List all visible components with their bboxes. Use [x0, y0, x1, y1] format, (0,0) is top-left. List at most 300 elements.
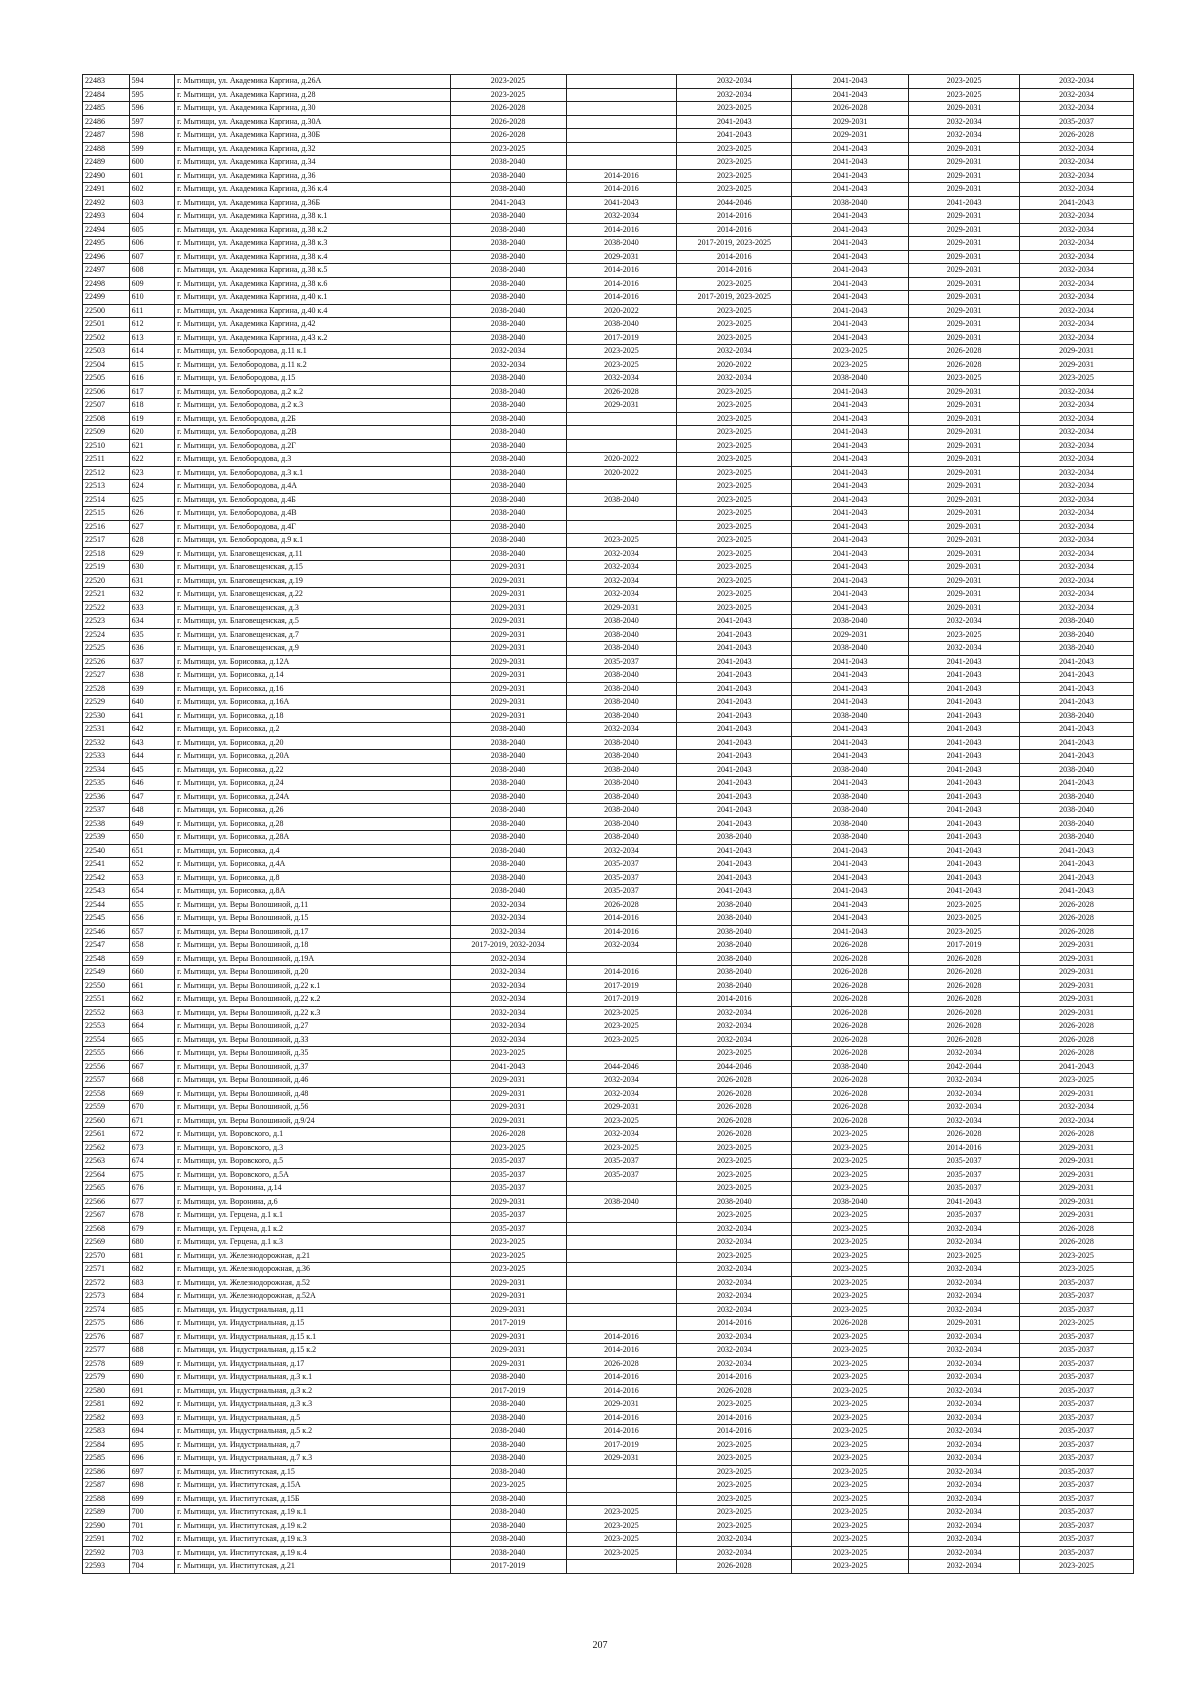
period-cell-5: 2029-2031 — [909, 480, 1020, 494]
period-cell-3: 2023-2025 — [677, 574, 792, 588]
period-cell-3: 2014-2016 — [677, 1317, 792, 1331]
row-number-cell: 700 — [129, 1506, 175, 1520]
period-cell-1: 2038-2040 — [450, 210, 566, 224]
period-cell-1: 2032-2034 — [450, 1033, 566, 1047]
period-cell-2: 2014-2016 — [566, 912, 677, 926]
period-cell-1: 2038-2040 — [450, 858, 566, 872]
period-cell-6: 2032-2034 — [1020, 439, 1134, 453]
period-cell-3: 2044-2046 — [677, 1060, 792, 1074]
address-cell: г. Мытищи, ул. Веры Волошиной, д.37 — [175, 1060, 450, 1074]
row-number-cell: 610 — [129, 291, 175, 305]
table-row — [83, 399, 1134, 413]
row-id-cell: 22566 — [83, 1195, 130, 1209]
period-cell-5: 2041-2043 — [909, 196, 1020, 210]
period-cell-2: 2014-2016 — [566, 1344, 677, 1358]
period-cell-2 — [566, 1276, 677, 1290]
period-cell-1: 2038-2040 — [450, 439, 566, 453]
row-id-cell: 22542 — [83, 871, 130, 885]
period-cell-1: 2038-2040 — [450, 331, 566, 345]
address-cell: г. Мытищи, ул. Борисовка, д.18 — [175, 709, 450, 723]
row-number-cell: 640 — [129, 696, 175, 710]
table-row — [83, 520, 1134, 534]
row-number-cell: 636 — [129, 642, 175, 656]
period-cell-2: 2026-2028 — [566, 385, 677, 399]
address-cell: г. Мытищи, ул. Белобородова, д.9 к.1 — [175, 534, 450, 548]
period-cell-6: 2023-2025 — [1020, 1263, 1134, 1277]
row-number-cell: 654 — [129, 885, 175, 899]
period-cell-2: 2032-2034 — [566, 574, 677, 588]
period-cell-1: 2029-2031 — [450, 1290, 566, 1304]
address-cell: г. Мытищи, ул. Белобородова, д.3 — [175, 453, 450, 467]
period-cell-3: 2023-2025 — [677, 1047, 792, 1061]
address-cell: г. Мытищи, ул. Борисовка, д.20 — [175, 736, 450, 750]
address-cell: г. Мытищи, ул. Академика Каргина, д.38 к.5 — [175, 264, 450, 278]
period-cell-3: 2017-2019, 2023-2025 — [677, 291, 792, 305]
period-cell-5: 2029-2031 — [909, 439, 1020, 453]
address-cell: г. Мытищи, ул. Борисовка, д.16А — [175, 696, 450, 710]
table-row — [83, 466, 1134, 480]
address-cell: г. Мытищи, ул. Благовещенская, д.7 — [175, 628, 450, 642]
row-number-cell: 605 — [129, 223, 175, 237]
row-id-cell: 22544 — [83, 898, 130, 912]
table-row — [83, 601, 1134, 615]
row-id-cell: 22554 — [83, 1033, 130, 1047]
row-id-cell: 22534 — [83, 763, 130, 777]
period-cell-3: 2023-2025 — [677, 1465, 792, 1479]
period-cell-4: 2023-2025 — [792, 1290, 909, 1304]
period-cell-1: 2038-2040 — [450, 1398, 566, 1412]
period-cell-6: 2029-2031 — [1020, 1141, 1134, 1155]
period-cell-5: 2032-2034 — [909, 1546, 1020, 1560]
table-row — [83, 1222, 1134, 1236]
period-cell-5: 2029-2031 — [909, 520, 1020, 534]
address-cell: г. Мытищи, ул. Индустриальная, д.15 к.2 — [175, 1344, 450, 1358]
period-cell-1: 2038-2040 — [450, 1546, 566, 1560]
period-cell-1: 2038-2040 — [450, 1492, 566, 1506]
period-cell-1: 2035-2037 — [450, 1182, 566, 1196]
period-cell-4: 2023-2025 — [792, 1236, 909, 1250]
row-number-cell: 658 — [129, 939, 175, 953]
row-id-cell: 22560 — [83, 1114, 130, 1128]
table-row — [83, 439, 1134, 453]
period-cell-1: 2029-2031 — [450, 1344, 566, 1358]
period-cell-6: 2032-2034 — [1020, 601, 1134, 615]
address-cell: г. Мытищи, ул. Благовещенская, д.5 — [175, 615, 450, 629]
row-number-cell: 697 — [129, 1465, 175, 1479]
row-number-cell: 644 — [129, 750, 175, 764]
period-cell-2: 2038-2040 — [566, 790, 677, 804]
period-cell-5: 2035-2037 — [909, 1155, 1020, 1169]
address-cell: г. Мытищи, ул. Индустриальная, д.3 к.3 — [175, 1398, 450, 1412]
period-cell-3: 2023-2025 — [677, 385, 792, 399]
period-cell-4: 2041-2043 — [792, 88, 909, 102]
address-cell: г. Мытищи, ул. Воронина, д.14 — [175, 1182, 450, 1196]
address-cell: г. Мытищи, ул. Железнодорожная, д.52А — [175, 1290, 450, 1304]
period-cell-6: 2026-2028 — [1020, 129, 1134, 143]
period-cell-1: 2023-2025 — [450, 1141, 566, 1155]
period-cell-6: 2035-2037 — [1020, 1546, 1134, 1560]
row-id-cell: 22496 — [83, 250, 130, 264]
table-row — [83, 993, 1134, 1007]
schedule-table — [82, 74, 1134, 1574]
period-cell-4: 2041-2043 — [792, 318, 909, 332]
row-id-cell: 22506 — [83, 385, 130, 399]
period-cell-6: 2038-2040 — [1020, 642, 1134, 656]
table-row — [83, 129, 1134, 143]
period-cell-6: 2032-2034 — [1020, 277, 1134, 291]
period-cell-1: 2038-2040 — [450, 156, 566, 170]
period-cell-3: 2032-2034 — [677, 1222, 792, 1236]
period-cell-3: 2023-2025 — [677, 439, 792, 453]
period-cell-6: 2032-2034 — [1020, 493, 1134, 507]
row-number-cell: 659 — [129, 952, 175, 966]
period-cell-5: 2032-2034 — [909, 1506, 1020, 1520]
period-cell-2: 2038-2040 — [566, 696, 677, 710]
period-cell-3: 2023-2025 — [677, 1398, 792, 1412]
period-cell-2: 2032-2034 — [566, 1128, 677, 1142]
period-cell-5: 2032-2034 — [909, 1398, 1020, 1412]
period-cell-6: 2029-2031 — [1020, 1195, 1134, 1209]
period-cell-1: 2038-2040 — [450, 412, 566, 426]
period-cell-6: 2032-2034 — [1020, 318, 1134, 332]
period-cell-6: 2029-2031 — [1020, 979, 1134, 993]
row-number-cell: 704 — [129, 1560, 175, 1574]
period-cell-6: 2032-2034 — [1020, 426, 1134, 440]
row-number-cell: 691 — [129, 1384, 175, 1398]
row-id-cell: 22516 — [83, 520, 130, 534]
period-cell-6: 2029-2031 — [1020, 939, 1134, 953]
period-cell-4: 2041-2043 — [792, 777, 909, 791]
period-cell-3: 2032-2034 — [677, 1033, 792, 1047]
period-cell-1: 2023-2025 — [450, 1263, 566, 1277]
period-cell-2: 2032-2034 — [566, 1074, 677, 1088]
period-cell-6: 2029-2031 — [1020, 1168, 1134, 1182]
address-cell: г. Мытищи, ул. Белобородова, д.15 — [175, 372, 450, 386]
period-cell-4: 2023-2025 — [792, 1546, 909, 1560]
row-number-cell: 611 — [129, 304, 175, 318]
row-id-cell: 22550 — [83, 979, 130, 993]
period-cell-5: 2029-2031 — [909, 277, 1020, 291]
period-cell-5: 2032-2034 — [909, 115, 1020, 129]
period-cell-3: 2041-2043 — [677, 628, 792, 642]
period-cell-5: 2032-2034 — [909, 642, 1020, 656]
period-cell-5: 2023-2025 — [909, 898, 1020, 912]
period-cell-5: 2032-2034 — [909, 1236, 1020, 1250]
period-cell-2: 2038-2040 — [566, 1195, 677, 1209]
row-id-cell: 22502 — [83, 331, 130, 345]
row-number-cell: 633 — [129, 601, 175, 615]
period-cell-2: 2032-2034 — [566, 547, 677, 561]
period-cell-5: 2032-2034 — [909, 1492, 1020, 1506]
period-cell-4: 2023-2025 — [792, 1506, 909, 1520]
row-id-cell: 22518 — [83, 547, 130, 561]
period-cell-1: 2038-2040 — [450, 264, 566, 278]
period-cell-5: 2029-2031 — [909, 237, 1020, 251]
period-cell-3: 2023-2025 — [677, 453, 792, 467]
row-id-cell: 22575 — [83, 1317, 130, 1331]
period-cell-6: 2032-2034 — [1020, 291, 1134, 305]
period-cell-5: 2023-2025 — [909, 912, 1020, 926]
period-cell-1: 2041-2043 — [450, 1060, 566, 1074]
period-cell-4: 2041-2043 — [792, 493, 909, 507]
period-cell-3: 2038-2040 — [677, 925, 792, 939]
period-cell-2: 2014-2016 — [566, 925, 677, 939]
period-cell-5: 2032-2034 — [909, 1452, 1020, 1466]
period-cell-6: 2041-2043 — [1020, 669, 1134, 683]
period-cell-3: 2023-2025 — [677, 507, 792, 521]
period-cell-3: 2014-2016 — [677, 993, 792, 1007]
address-cell: г. Мытищи, ул. Воровского, д.5 — [175, 1155, 450, 1169]
period-cell-5: 2032-2034 — [909, 1290, 1020, 1304]
period-cell-3: 2023-2025 — [677, 1492, 792, 1506]
period-cell-3: 2044-2046 — [677, 196, 792, 210]
period-cell-4: 2023-2025 — [792, 1128, 909, 1142]
period-cell-5: 2029-2031 — [909, 264, 1020, 278]
period-cell-4: 2038-2040 — [792, 817, 909, 831]
address-cell: г. Мытищи, ул. Академика Каргина, д.38 к.4 — [175, 250, 450, 264]
period-cell-5: 2041-2043 — [909, 777, 1020, 791]
period-cell-6: 2035-2037 — [1020, 1411, 1134, 1425]
period-cell-2: 2014-2016 — [566, 223, 677, 237]
row-number-cell: 657 — [129, 925, 175, 939]
period-cell-5: 2029-2031 — [909, 561, 1020, 575]
period-cell-1: 2038-2040 — [450, 480, 566, 494]
row-number-cell: 622 — [129, 453, 175, 467]
period-cell-2 — [566, 1236, 677, 1250]
period-cell-1: 2029-2031 — [450, 642, 566, 656]
period-cell-6: 2032-2034 — [1020, 412, 1134, 426]
period-cell-4: 2023-2025 — [792, 1330, 909, 1344]
period-cell-2: 2032-2034 — [566, 844, 677, 858]
period-cell-2 — [566, 507, 677, 521]
period-cell-5: 2032-2034 — [909, 1222, 1020, 1236]
period-cell-1: 2023-2025 — [450, 88, 566, 102]
period-cell-6: 2032-2034 — [1020, 250, 1134, 264]
row-number-cell: 699 — [129, 1492, 175, 1506]
period-cell-2: 2023-2025 — [566, 1533, 677, 1547]
period-cell-2: 2032-2034 — [566, 588, 677, 602]
period-cell-2 — [566, 1303, 677, 1317]
period-cell-5: 2032-2034 — [909, 615, 1020, 629]
period-cell-6: 2032-2034 — [1020, 237, 1134, 251]
address-cell: г. Мытищи, ул. Белобородова, д.2Б — [175, 412, 450, 426]
period-cell-6: 2035-2037 — [1020, 1290, 1134, 1304]
period-cell-4: 2023-2025 — [792, 1384, 909, 1398]
period-cell-3: 2023-2025 — [677, 466, 792, 480]
period-cell-1: 2038-2040 — [450, 804, 566, 818]
period-cell-5: 2029-2031 — [909, 601, 1020, 615]
period-cell-4: 2041-2043 — [792, 223, 909, 237]
table-row — [83, 534, 1134, 548]
period-cell-4: 2029-2031 — [792, 628, 909, 642]
period-cell-5: 2026-2028 — [909, 979, 1020, 993]
row-id-cell: 22585 — [83, 1452, 130, 1466]
table-row — [83, 642, 1134, 656]
period-cell-1: 2038-2040 — [450, 372, 566, 386]
period-cell-2: 2014-2016 — [566, 291, 677, 305]
period-cell-1: 2038-2040 — [450, 277, 566, 291]
period-cell-3: 2014-2016 — [677, 1371, 792, 1385]
period-cell-2: 2038-2040 — [566, 642, 677, 656]
period-cell-1: 2035-2037 — [450, 1168, 566, 1182]
row-number-cell: 629 — [129, 547, 175, 561]
period-cell-6: 2035-2037 — [1020, 115, 1134, 129]
period-cell-2: 2035-2037 — [566, 858, 677, 872]
address-cell: г. Мытищи, ул. Институтская, д.15А — [175, 1479, 450, 1493]
period-cell-6: 2029-2031 — [1020, 1006, 1134, 1020]
period-cell-2: 2026-2028 — [566, 898, 677, 912]
period-cell-3: 2032-2034 — [677, 1330, 792, 1344]
row-number-cell: 594 — [129, 75, 175, 89]
period-cell-4: 2023-2025 — [792, 1519, 909, 1533]
period-cell-4: 2041-2043 — [792, 183, 909, 197]
address-cell: г. Мытищи, ул. Институтская, д.15Б — [175, 1492, 450, 1506]
period-cell-3: 2023-2025 — [677, 601, 792, 615]
row-id-cell: 22568 — [83, 1222, 130, 1236]
table-row — [83, 1155, 1134, 1169]
address-cell: г. Мытищи, ул. Институтская, д.19 к.1 — [175, 1506, 450, 1520]
table-row — [83, 736, 1134, 750]
address-cell: г. Мытищи, ул. Академика Каргина, д.40 к.4 — [175, 304, 450, 318]
period-cell-4: 2026-2028 — [792, 939, 909, 953]
table-row — [83, 790, 1134, 804]
period-cell-6: 2032-2034 — [1020, 75, 1134, 89]
address-cell: г. Мытищи, ул. Индустриальная, д.15 — [175, 1317, 450, 1331]
address-cell: г. Мытищи, ул. Борисовка, д.14 — [175, 669, 450, 683]
period-cell-4: 2026-2028 — [792, 966, 909, 980]
period-cell-6: 2029-2031 — [1020, 1155, 1134, 1169]
period-cell-2: 2032-2034 — [566, 939, 677, 953]
row-id-cell: 22591 — [83, 1533, 130, 1547]
period-cell-3: 2023-2025 — [677, 304, 792, 318]
period-cell-1: 2038-2040 — [450, 1425, 566, 1439]
period-cell-6: 2035-2037 — [1020, 1425, 1134, 1439]
period-cell-3: 2023-2025 — [677, 318, 792, 332]
period-cell-2: 2038-2040 — [566, 318, 677, 332]
period-cell-3: 2032-2034 — [677, 1533, 792, 1547]
page-number: 207 — [592, 1640, 608, 1651]
row-number-cell: 678 — [129, 1209, 175, 1223]
period-cell-6: 2041-2043 — [1020, 777, 1134, 791]
row-number-cell: 670 — [129, 1101, 175, 1115]
address-cell: г. Мытищи, ул. Веры Волошиной, д.46 — [175, 1074, 450, 1088]
period-cell-3: 2041-2043 — [677, 817, 792, 831]
row-id-cell: 22555 — [83, 1047, 130, 1061]
period-cell-4: 2038-2040 — [792, 642, 909, 656]
row-number-cell: 616 — [129, 372, 175, 386]
period-cell-6: 2032-2034 — [1020, 88, 1134, 102]
row-id-cell: 22493 — [83, 210, 130, 224]
period-cell-6: 2041-2043 — [1020, 196, 1134, 210]
period-cell-6: 2026-2028 — [1020, 912, 1134, 926]
row-id-cell: 22510 — [83, 439, 130, 453]
row-id-cell: 22505 — [83, 372, 130, 386]
address-cell: г. Мытищи, ул. Воровского, д.5А — [175, 1168, 450, 1182]
row-id-cell: 22572 — [83, 1276, 130, 1290]
address-cell: г. Мытищи, ул. Борисовка, д.8А — [175, 885, 450, 899]
period-cell-4: 2041-2043 — [792, 291, 909, 305]
table-row — [83, 588, 1134, 602]
period-cell-4: 2026-2028 — [792, 1047, 909, 1061]
period-cell-1: 2038-2040 — [450, 777, 566, 791]
period-cell-1: 2023-2025 — [450, 1479, 566, 1493]
period-cell-2 — [566, 75, 677, 89]
period-cell-3: 2023-2025 — [677, 277, 792, 291]
period-cell-6: 2032-2034 — [1020, 223, 1134, 237]
address-cell: г. Мытищи, ул. Институтская, д.19 к.3 — [175, 1533, 450, 1547]
row-id-cell: 22491 — [83, 183, 130, 197]
row-number-cell: 612 — [129, 318, 175, 332]
address-cell: г. Мытищи, ул. Борисовка, д.12А — [175, 655, 450, 669]
address-cell: г. Мытищи, ул. Веры Волошиной, д.56 — [175, 1101, 450, 1115]
row-id-cell: 22525 — [83, 642, 130, 656]
row-id-cell: 22503 — [83, 345, 130, 359]
row-id-cell: 22567 — [83, 1209, 130, 1223]
address-cell: г. Мытищи, ул. Академика Каргина, д.36 — [175, 169, 450, 183]
period-cell-4: 2038-2040 — [792, 372, 909, 386]
period-cell-6: 2035-2037 — [1020, 1276, 1134, 1290]
period-cell-2 — [566, 1182, 677, 1196]
period-cell-5: 2032-2034 — [909, 1114, 1020, 1128]
row-id-cell: 22548 — [83, 952, 130, 966]
row-number-cell: 620 — [129, 426, 175, 440]
period-cell-2: 2041-2043 — [566, 196, 677, 210]
period-cell-4: 2041-2043 — [792, 601, 909, 615]
period-cell-2: 2017-2019 — [566, 993, 677, 1007]
period-cell-2 — [566, 1479, 677, 1493]
row-number-cell: 617 — [129, 385, 175, 399]
period-cell-6: 2032-2034 — [1020, 399, 1134, 413]
period-cell-4: 2023-2025 — [792, 1452, 909, 1466]
period-cell-1: 2038-2040 — [450, 169, 566, 183]
period-cell-3: 2038-2040 — [677, 966, 792, 980]
period-cell-5: 2029-2031 — [909, 534, 1020, 548]
address-cell: г. Мытищи, ул. Веры Волошиной, д.17 — [175, 925, 450, 939]
address-cell: г. Мытищи, ул. Институтская, д.21 — [175, 1560, 450, 1574]
period-cell-5: 2026-2028 — [909, 345, 1020, 359]
table-row — [83, 1546, 1134, 1560]
row-number-cell: 676 — [129, 1182, 175, 1196]
period-cell-5: 2041-2043 — [909, 817, 1020, 831]
period-cell-6: 2032-2034 — [1020, 142, 1134, 156]
address-cell: г. Мытищи, ул. Академика Каргина, д.38 к.1 — [175, 210, 450, 224]
period-cell-4: 2023-2025 — [792, 345, 909, 359]
period-cell-2: 2020-2022 — [566, 466, 677, 480]
period-cell-6: 2032-2034 — [1020, 304, 1134, 318]
address-cell: г. Мытищи, ул. Институтская, д.19 к.2 — [175, 1519, 450, 1533]
period-cell-2 — [566, 156, 677, 170]
row-number-cell: 601 — [129, 169, 175, 183]
period-cell-1: 2029-2031 — [450, 574, 566, 588]
period-cell-5: 2029-2031 — [909, 507, 1020, 521]
row-id-cell: 22579 — [83, 1371, 130, 1385]
period-cell-3: 2038-2040 — [677, 912, 792, 926]
period-cell-2: 2032-2034 — [566, 1087, 677, 1101]
period-cell-6: 2026-2028 — [1020, 925, 1134, 939]
row-number-cell: 689 — [129, 1357, 175, 1371]
period-cell-5: 2032-2034 — [909, 1330, 1020, 1344]
period-cell-5: 2029-2031 — [909, 385, 1020, 399]
period-cell-3: 2032-2034 — [677, 1303, 792, 1317]
row-id-cell: 22485 — [83, 102, 130, 116]
period-cell-2: 2014-2016 — [566, 264, 677, 278]
period-cell-3: 2014-2016 — [677, 1425, 792, 1439]
period-cell-2 — [566, 480, 677, 494]
period-cell-4: 2041-2043 — [792, 331, 909, 345]
period-cell-1: 2029-2031 — [450, 1276, 566, 1290]
table-row — [83, 1425, 1134, 1439]
row-id-cell: 22543 — [83, 885, 130, 899]
